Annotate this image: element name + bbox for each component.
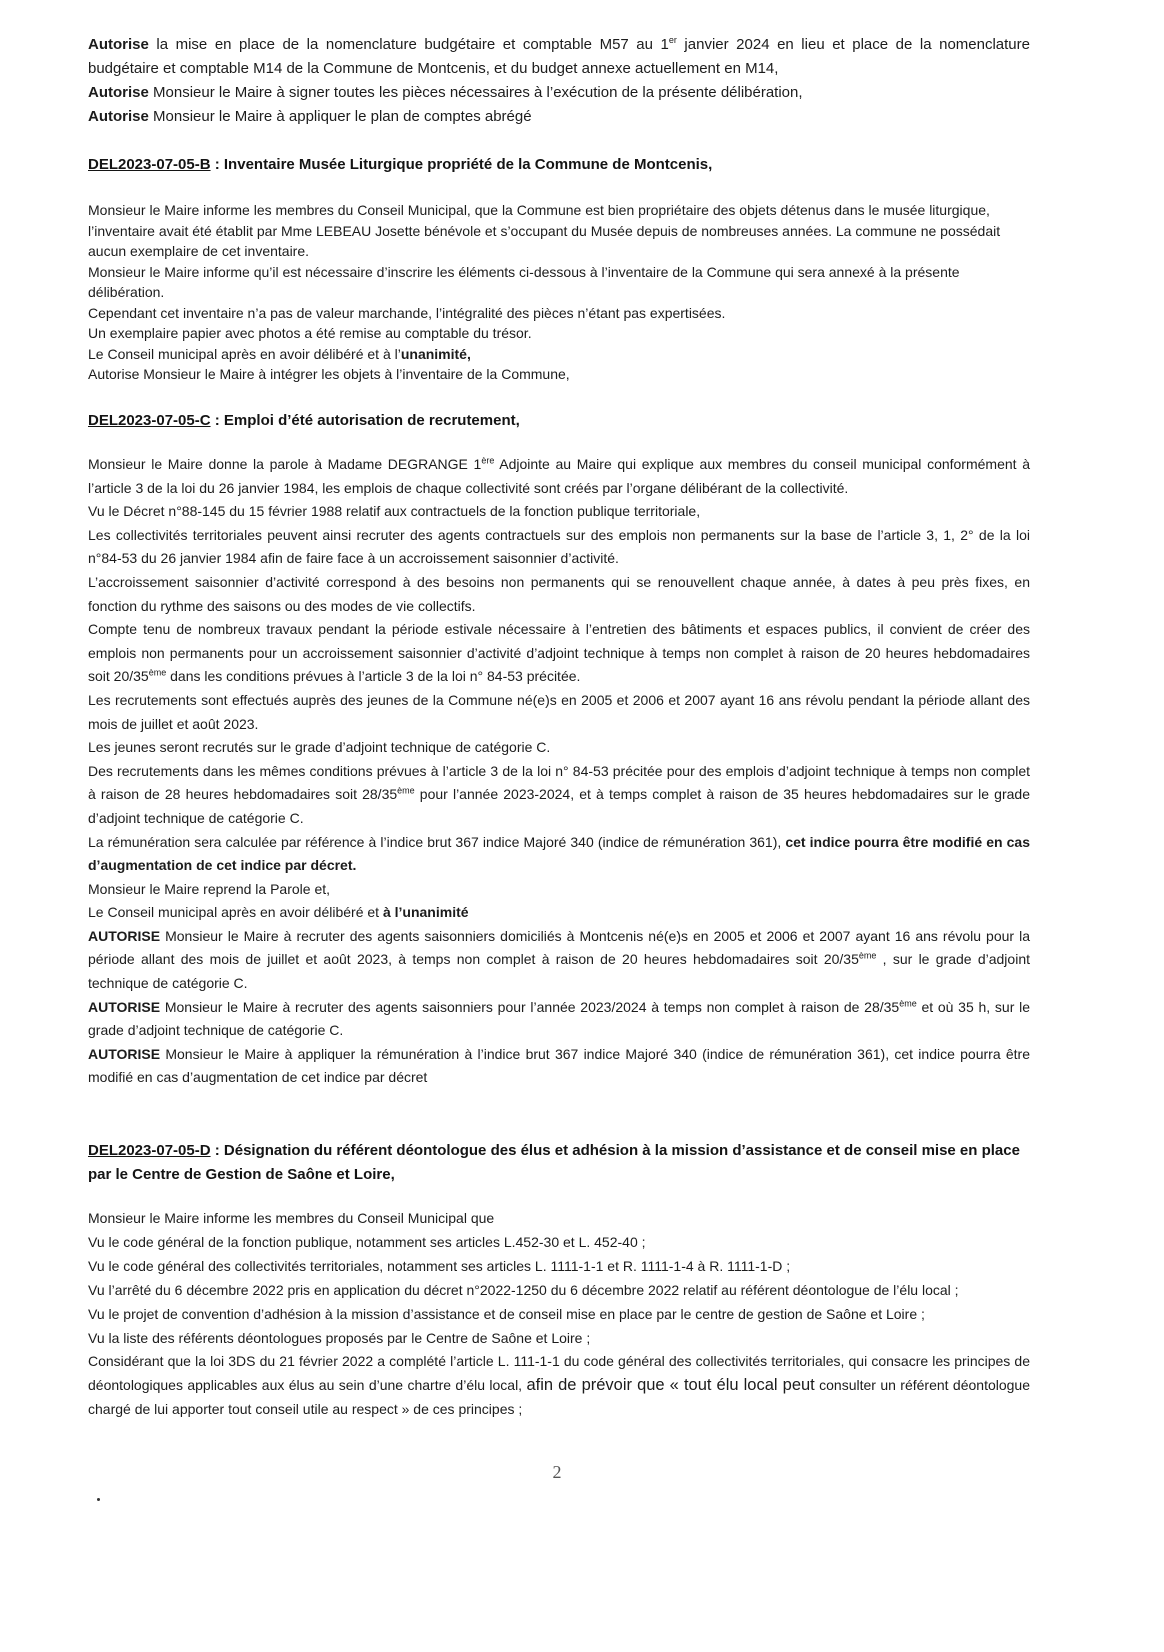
paragraph <box>88 689 1030 736</box>
superscript-text: er <box>668 35 677 45</box>
text-run: Un exemplaire papier avec photos a été remise au comptable du trésor. <box>88 325 532 341</box>
page-number: 2 <box>552 1462 562 1482</box>
text-run: pour l’année 2023-2024, et à temps complet à raison de 35 heures hebdomadaires sur le grade d’adjoint technique de catégorie C. <box>88 786 1030 826</box>
section-title: : Emploi d’été autorisation de recrutement, <box>210 412 520 429</box>
text-run: Le Conseil municipal après en avoir délibéré et à l’ <box>88 345 401 362</box>
paragraph <box>88 901 1030 925</box>
text-run: Vu le code général des collectivités territoriales, notamment ses articles L. 1111-1-1 et R. 1111-1-4 à R. 1111-1-D ; <box>88 1257 791 1274</box>
text-run: Le Conseil municipal après en avoir délibéré et <box>88 904 383 921</box>
section-title: : Désignation du référent déontologue des élus et adhésion à la mission d’assistance et de conseil mise en place par le Centre de Gestion de Saône et Loire, <box>88 1142 1020 1183</box>
text-run: Monsieur le Maire donne la parole à Madame DEGRANGE 1 <box>88 456 482 472</box>
paragraph <box>88 1043 1030 1090</box>
section-heading <box>88 409 1030 433</box>
section-body <box>88 200 1030 385</box>
text-run: L’accroissement saisonnier d’activité correspond à des besoins non permanents qui se renouvellent chaque année, à dates à peu près fixes, en fonction du rythme des saisons ou des modes de vie collectifs. <box>88 573 1030 614</box>
bold-text: cet indice pourra être modifié en cas d’augmentation de cet indice par décret. <box>88 833 1030 874</box>
paragraph <box>88 831 1030 878</box>
paragraph <box>88 200 1030 262</box>
large-text: afin de prévoir que « tout élu local peut <box>526 1376 815 1395</box>
paragraph <box>88 364 1030 385</box>
paragraph <box>88 344 1030 365</box>
section-title: : Inventaire Musée Liturgique propriété de la Commune de Montcenis, <box>210 156 713 173</box>
deliberation-code: DEL2023-07-05-B <box>88 156 211 173</box>
paragraph <box>88 1207 1030 1231</box>
text-run: , sur le grade d’adjoint technique de catégorie C. <box>88 951 1030 992</box>
deliberation-code: DEL2023-07-05-D <box>88 1142 211 1159</box>
bold-text: Autorise <box>88 108 149 125</box>
paragraph <box>88 81 1030 105</box>
paragraph <box>88 323 1030 344</box>
superscript-text: ème <box>899 998 917 1008</box>
intro-block <box>88 33 1030 129</box>
text-run: Des recrutements dans les mêmes conditions prévues à l’article 3 de la loi n° 84-53 précitée pour des emplois d’adjoint technique à temps non complet à raison de 28 heures hebdomadaires soit 28/35 <box>88 762 1030 803</box>
text-run: la mise en place de la nomenclature budgétaire et comptable M57 au 1 <box>148 36 669 53</box>
text-run: Considérant que la loi 3DS du 21 février 2022 a complété l’article L. 111-1-1 du code général des collectivités territoriales, qui consacre les principes de déontologiques applicables aux élus au sein d’une chartre d’élu local, <box>88 1353 1030 1394</box>
paragraph <box>88 303 1030 324</box>
bold-text: à l’unanimité <box>382 904 469 921</box>
paragraph <box>88 1327 1030 1351</box>
text-run: consulter un référent déontologue chargé de lui apporter tout conseil utile au respect » de ces principes ; <box>88 1377 1031 1418</box>
paragraph <box>88 618 1030 689</box>
superscript-text: ème <box>858 950 877 961</box>
paragraph <box>88 33 1030 81</box>
text-run: Monsieur le Maire à appliquer le plan de comptes abrégé <box>148 108 532 125</box>
bold-text: Autorise <box>88 36 149 53</box>
paragraph <box>88 1303 1030 1327</box>
paragraph <box>88 1279 1030 1303</box>
paragraph <box>88 1255 1030 1279</box>
superscript-text: ème <box>148 667 167 678</box>
paragraph <box>88 760 1030 831</box>
section-heading <box>88 1139 1030 1187</box>
text-run: Monsieur le Maire informe qu’il est nécessaire d’inscrire les éléments ci-dessous à l’inventaire de la Commune qui sera annexé à la présente délibération. <box>88 263 960 300</box>
text-run: Vu l’arrêté du 6 décembre 2022 pris en application du décret n°2022-1250 du 6 décembre 2022 relatif au référent déontologue de l’élu local ; <box>88 1281 959 1298</box>
text-run: dans les conditions prévues à l’article 3 de la loi n° 84-53 précitée. <box>166 668 581 685</box>
bold-text: unanimité, <box>400 345 471 362</box>
text-run: Compte tenu de nombreux travaux pendant la période estivale nécessaire à l’entretien des bâtiments et espaces publics, il convient de créer des emplois non permanents pour un accroissement saisonnier d’activité d’adjoint technique à temps non complet à raison de 20 heures hebdomadaires soit 20/35 <box>88 621 1030 685</box>
text-run: Monsieur le Maire à recruter des agents saisonniers pour l’année 2023/2024 à temps non complet à raison de 28/35 <box>160 998 900 1015</box>
text-run: Monsieur le Maire à signer toutes les pièces nécessaires à l’exécution de la présente délibération, <box>148 84 803 101</box>
paragraph <box>88 1231 1030 1255</box>
paragraph <box>88 1350 1030 1422</box>
text-run: Autorise Monsieur le Maire à intégrer les objets à l’inventaire de la Commune, <box>88 366 570 382</box>
text-run: Monsieur le Maire reprend la Parole et, <box>88 880 331 897</box>
paragraph <box>88 453 1030 500</box>
text-run: La rémunération sera calculée par référence à l’indice brut 367 indice Majoré 340 (indice de rémunération 361), <box>88 833 786 850</box>
superscript-text: ère <box>481 455 495 466</box>
text-run: et où 35 h, sur le grade d’adjoint technique de catégorie C. <box>88 998 1030 1039</box>
paragraph <box>88 524 1030 571</box>
text-run: Vu le projet de convention d’adhésion à la mission d’assistance et de conseil mise en place par le centre de gestion de Saône et Loire ; <box>88 1305 925 1322</box>
text-run: Les recrutements sont effectués auprès des jeunes de la Commune né(e)s en 2005 et 2006 et 2007 ayant 16 ans révolu pendant la période allant des mois de juillet et août 2023. <box>88 691 1030 732</box>
text-run: Les jeunes seront recrutés sur le grade d’adjoint technique de catégorie C. <box>88 739 551 756</box>
text-run: Adjointe au Maire qui explique aux membres du conseil municipal conformément à l’article 3 de la loi du 26 janvier 1984, les emplois de chaque collectivité sont créés par l’organe délibérant de la collectivité. <box>88 456 1030 496</box>
paragraph <box>88 996 1030 1043</box>
scan-mark <box>97 1498 100 1501</box>
paragraph <box>88 925 1030 996</box>
section-body <box>88 453 1030 1090</box>
section-heading <box>88 153 1030 177</box>
text-run: Cependant cet inventaire n’a pas de valeur marchande, l’intégralité des pièces n’étant pas expertisées. <box>88 304 726 321</box>
paragraph <box>88 105 1030 129</box>
bold-text: AUTORISE <box>88 927 161 944</box>
deliberation-code: DEL2023-07-05-C <box>88 412 211 429</box>
paragraph <box>88 571 1030 618</box>
bold-text: AUTORISE <box>88 1045 161 1062</box>
section-body <box>88 1207 1030 1422</box>
paragraph <box>88 878 1030 902</box>
text-run: Monsieur le Maire à recruter des agents saisonniers domiciliés à Montcenis né(e)s en 2005 et 2006 et 2007 ayant 16 ans révolu pour la période allant des mois de juillet et août 2023, à temps non complet à raison de 20 heures hebdomadaires soit 20/35 <box>88 927 1030 968</box>
text-run: Monsieur le Maire informe les membres du Conseil Municipal que <box>88 1210 495 1226</box>
text-run: Monsieur le Maire à appliquer la rémunération à l’indice brut 367 indice Majoré 340 (indice de rémunération 361), cet indice pourra être modifié en cas d’augmentation de cet indice par décret <box>88 1045 1030 1086</box>
text-run: Vu la liste des référents déontologues proposés par le Centre de Saône et Loire ; <box>88 1329 591 1346</box>
paragraph <box>88 500 1030 524</box>
text-run: Vu le Décret n°88-145 du 15 février 1988 relatif aux contractuels de la fonction publique territoriale, <box>88 503 701 520</box>
superscript-text: ème <box>397 785 415 796</box>
paragraph <box>88 262 1030 303</box>
bold-text: Autorise <box>88 84 149 101</box>
text-run: Les collectivités territoriales peuvent ainsi recruter des agents contractuels sur des emplois non permanents sur la base de l’article 3, 1, 2° de la loi n°84-53 du 26 janvier 1984 afin de faire face à un accroissement saisonnier d’activité. <box>88 526 1030 567</box>
text-run: Vu le code général de la fonction publique, notamment ses articles L.452-30 et L. 452-40 ; <box>88 1233 646 1250</box>
paragraph <box>88 736 1030 760</box>
text-run: Monsieur le Maire informe les membres du Conseil Municipal, que la Commune est bien propriétaire des objets détenus dans le musée liturgique, l’inventaire avait été établit par Mme LEBEAU Josette bénévole et s’occupant du Musée depuis de nombreuses années. La commune ne possédait aucun exemplaire de cet inventaire. <box>88 202 1001 259</box>
bold-text: AUTORISE <box>88 998 161 1015</box>
text-run: janvier 2024 en lieu et place de la nomenclature budgétaire et comptable M14 de la Commune de Montcenis, et du budget annexe actuellement en M14, <box>88 36 1030 77</box>
